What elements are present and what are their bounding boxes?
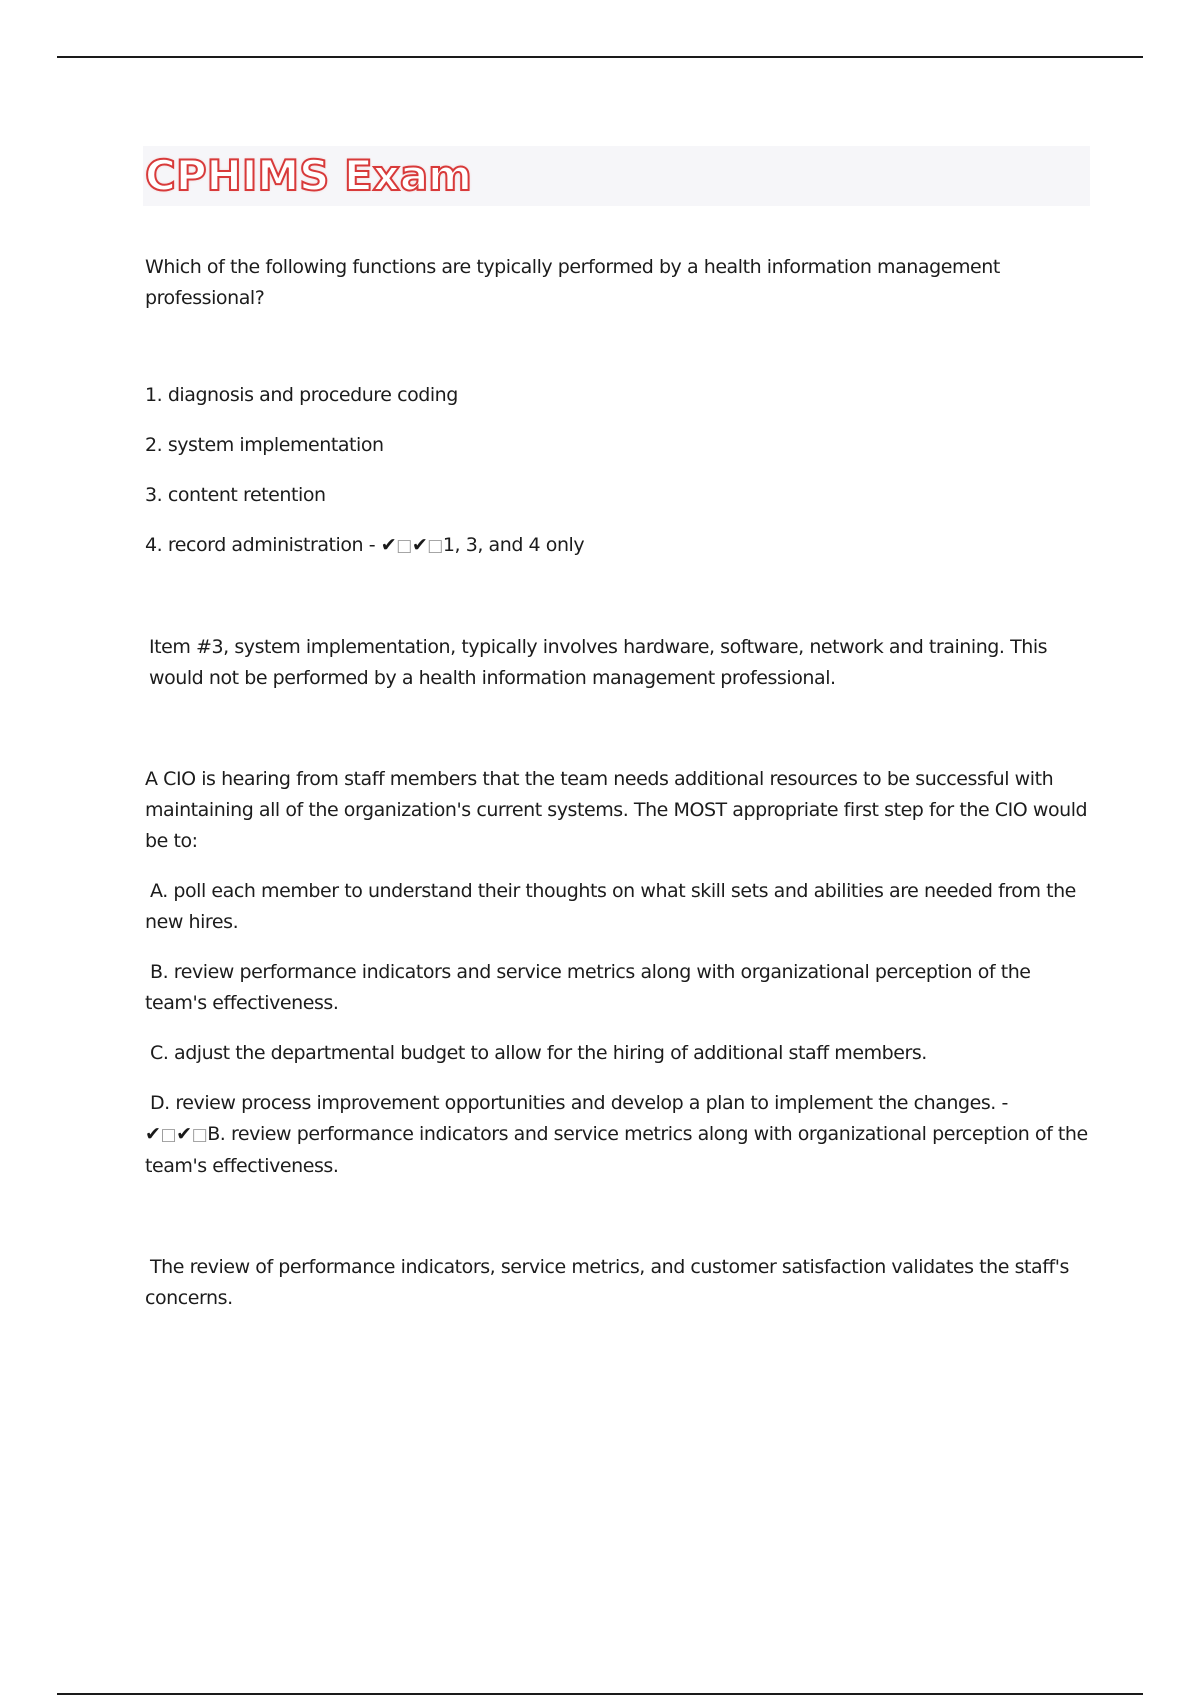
check-icon: ✔ [176,1123,192,1145]
box-icon: □ [396,536,412,556]
check-icon: ✔ [411,534,428,556]
top-rule [57,56,1143,58]
question-2-choice: B. review performance indicators and service metrics along with organizational perception of the team's effectiveness. [145,961,1031,1014]
question-1-answer-line [145,530,1090,562]
question-1-answer: 1, 3, and 4 only [442,534,585,556]
question-2-text: A CIO is hearing from staff members that the team needs additional resources to be successful with maintaining all of the organization's current systems. The MOST appropriate first step for the CIO would be to: [145,768,1088,852]
box-icon: □ [191,1125,208,1145]
question-2-answer: B. review performance indicators and service metrics along with organizational perception of the team's effectiveness. [145,1123,1088,1177]
question-2-answer-line [145,1088,1090,1182]
check-icon: ✔ [145,1123,161,1145]
question-1-option: 3. content retention [145,484,326,506]
check-icon: ✔ [380,534,397,556]
document-title: CPHIMS Exam [145,151,472,200]
question-2-choice: D. review process improvement opportunities and develop a plan to implement the changes. - [150,1092,1008,1114]
title-banner [143,146,1090,206]
question-1-explanation: Item #3, system implementation, typically involves hardware, software, network and training. This would not be performed by a health information management professional. [149,636,1048,689]
box-icon: □ [160,1125,177,1145]
question-1-option: 4. record administration - [145,534,381,556]
question-2-choice: C. adjust the departmental budget to allow for the hiring of additional staff members. [150,1042,927,1064]
question-2-choice: A. poll each member to understand their thoughts on what skill sets and abilities are needed from the new hires. [145,880,1076,933]
bottom-rule [57,1693,1143,1695]
question-1-option: 1. diagnosis and procedure coding [145,384,458,406]
box-icon: □ [427,536,443,556]
question-2-explanation: The review of performance indicators, service metrics, and customer satisfaction validates the staff's concerns. [145,1256,1069,1309]
question-1-option: 2. system implementation [145,434,384,456]
document-body [145,146,1090,1314]
question-1-text: Which of the following functions are typically performed by a health information management professional? [145,256,1000,309]
